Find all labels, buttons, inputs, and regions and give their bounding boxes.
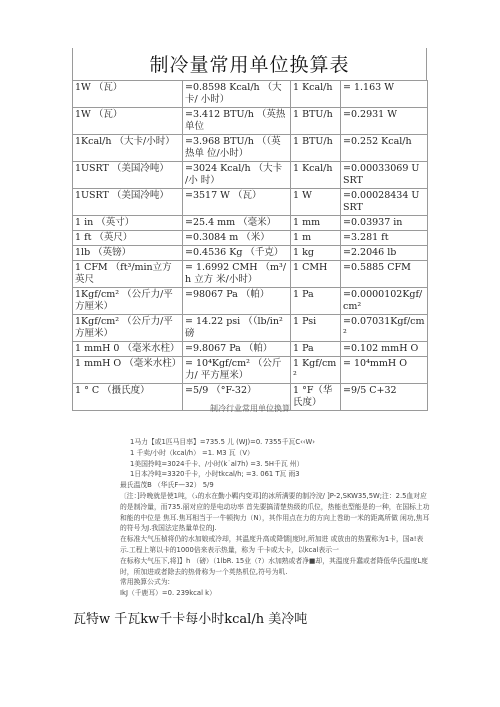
note-paragraph: 在标准大气压楨将仍的水加娘戒冷却，其温度升高或降懦|度时,所加进 或放由的热置称为1卡，国a!表示.工程上第以卡的1000倍来表示热量，称为 千卡或大卡，以kcal表示一 bbox=[120, 535, 424, 554]
table-cell: =0.0000102Kgf/cm² bbox=[341, 288, 428, 315]
table-cell: =0.102 mmH O bbox=[341, 342, 428, 357]
table-row bbox=[73, 189, 428, 216]
table-cell: = 10⁴Kgf/cm² （公斤力/ 平方厘米） bbox=[183, 357, 291, 384]
note-line: 1日本冷吨=3320千卡，小时tkcal/h; =3. 061 T瓦 雨3 bbox=[130, 470, 300, 479]
table-cell: 1 Pa bbox=[291, 288, 341, 315]
table-cell: 1 ft （英尺） bbox=[73, 231, 183, 246]
table-cell: 1 °F（华氏度） bbox=[291, 384, 341, 411]
table-cell: 1lb （英镑） bbox=[73, 246, 183, 261]
table-cell: 1 Kcal/h bbox=[291, 162, 341, 189]
table-cell: = 14.22 psi （（lb/in²磅 bbox=[183, 315, 291, 342]
table-row bbox=[73, 261, 428, 288]
note-line: 1 千卖/小时（kcal/h） =1. M3 瓦（V） bbox=[130, 448, 254, 457]
table-cell: =0.3084 m （米） bbox=[183, 231, 291, 246]
table-cell: 1 m bbox=[291, 231, 341, 246]
table-cell: =0.07031Kgf/cm² bbox=[341, 315, 428, 342]
table-cell: 1Kgf/cm² （公斤力/平方厘米） bbox=[73, 315, 183, 342]
table-cell: =3.281 ft bbox=[341, 231, 428, 246]
table-cell: 1 BTU/h bbox=[291, 108, 341, 135]
table-row bbox=[73, 81, 428, 108]
table-cell: =9/5 C+32 bbox=[341, 384, 428, 411]
table-cell: =0.4536 Kg （千克） bbox=[183, 246, 291, 261]
table-cell: 1USRT （美国冷吨） bbox=[73, 189, 183, 216]
table-cell: =3.968 BTU/h （（英热单 位/小时） bbox=[183, 135, 291, 162]
table-cell: 1USRT （美国冷吨） bbox=[73, 162, 183, 189]
table-row bbox=[73, 357, 428, 384]
table-cell: 1W （瓦） bbox=[73, 81, 183, 108]
page-title: 制冷量常用单位换算表 bbox=[149, 54, 350, 76]
table-cell: 1Kcal/h （大卡/小时） bbox=[73, 135, 183, 162]
notes-section bbox=[100, 437, 430, 599]
table-cell: = 1.163 W bbox=[341, 81, 428, 108]
table-cell: =0.00028434 USRT bbox=[341, 189, 428, 216]
table-cell: =0.5885 CFM bbox=[341, 261, 428, 288]
table-cell: 1 in （英寸） bbox=[73, 216, 183, 231]
table-cell: 1 kg bbox=[291, 246, 341, 261]
table-cell: 1Kgf/cm² （公斤力/平方厘米） bbox=[73, 288, 183, 315]
note-line: IkJ（千鹿耳）=0. 239kcal k） bbox=[120, 589, 216, 598]
table-cell: = 1.6992 CMH （m³/h 立方 米/小时） bbox=[183, 261, 291, 288]
table-cell: 1 Kgf/cm² bbox=[291, 357, 341, 384]
table-cell: =3517 W （瓦） bbox=[183, 189, 291, 216]
note-line: 常用换算公式为: bbox=[120, 578, 170, 587]
table-cell: 1 mmH O （毫米水柱） bbox=[73, 357, 183, 384]
table-row bbox=[73, 246, 428, 261]
table-row bbox=[73, 315, 428, 342]
table-row bbox=[73, 288, 428, 315]
table-cell: =0.03937 in bbox=[341, 216, 428, 231]
table-cell: =2.2046 lb bbox=[341, 246, 428, 261]
table-cell: 1 Pa bbox=[291, 342, 341, 357]
table-cell: 1 Psi bbox=[291, 315, 341, 342]
note-line: 1美国拎吨=3024千卡、/小时(k˙al7h) =3. 5H千瓦 州） bbox=[130, 459, 304, 468]
table-row bbox=[73, 135, 428, 162]
footer-units-line: 瓦特w 千瓦kw千卡每小时kcal/h 美冷吨 bbox=[73, 612, 308, 627]
note-line: 1马力【或1匹马目率】=735.5 儿 (WJ)=0. 7355千瓦C‹‹W› bbox=[130, 438, 315, 446]
note-line: 最氏温茂B （华氏F—32） 5/9 bbox=[120, 481, 214, 490]
table-cell: 1W （瓦） bbox=[73, 108, 183, 135]
table-cell: 1 W bbox=[291, 189, 341, 216]
table-row bbox=[73, 162, 428, 189]
table-cell: =0.8598 Kcal/h （大卡/ 小时） bbox=[183, 81, 291, 108]
table-cell: 1 ° C （摄氏度） bbox=[73, 384, 183, 411]
table-row bbox=[73, 108, 428, 135]
table-row bbox=[73, 342, 428, 357]
table-cell: 1 CMH bbox=[291, 261, 341, 288]
table-cell: 1 Kcal/h bbox=[291, 81, 341, 108]
note-paragraph: 在标称大气压下,将]】h （磅）（1lbR. 15业（?）水加熟或者净■却，其温度升蠢或者降低华氏温度L度时，所加进或者除去的热骨称为一个英热机位,符号为叽. bbox=[120, 556, 428, 576]
table-cell: =0.252 Kcal/h bbox=[341, 135, 428, 162]
table-row bbox=[73, 216, 428, 231]
table-cell: 1 mm bbox=[291, 216, 341, 231]
table-cell: =5/9 （°F-32） bbox=[183, 384, 291, 411]
table-caption: 制冷行业常用单位换算 bbox=[210, 404, 290, 413]
table-cell: 1 mmH 0 （毫米水柱） bbox=[73, 342, 183, 357]
table-cell: =3024 Kcal/h （大卡 /小 时） bbox=[183, 162, 291, 189]
table-cell: 1 CFM （ft³/min立方英尺 bbox=[73, 261, 183, 288]
table-cell: =25.4 mm （毫米） bbox=[183, 216, 291, 231]
table-cell: = 10⁴mmH O bbox=[341, 357, 428, 384]
table-cell: =0.2931 W bbox=[341, 108, 428, 135]
table-row bbox=[73, 231, 428, 246]
conversion-table bbox=[72, 80, 428, 411]
table-cell: =3.412 BTU/h （英热单位 bbox=[183, 108, 291, 135]
table-cell: =9.8067 Pa （帕） bbox=[183, 342, 291, 357]
table-cell: 1 BTU/h bbox=[291, 135, 341, 162]
table-cell: =98067 Pa （帕） bbox=[183, 288, 291, 315]
note-paragraph: 〔注：]玲晚就是使1吨，（₁的水在勤小羁内变邓]的冰所满要的制冷浣/ ]P-2,SKW35,5W;注：2.5血对应的是制冷量，而735.丽对应的是电动功率 首先要搞清楚热级的爪位，热能也型能是的一种，在国标上功和能的中位是 焦耳.焦耳相当于一牛顿拘力（N），其作用点在力的方向上巻助一米的距离所做 闲功,焦耳的符号为J.我国法定热量单位的J. bbox=[120, 491, 430, 533]
table-cell: =0.00033069 USRT bbox=[341, 162, 428, 189]
